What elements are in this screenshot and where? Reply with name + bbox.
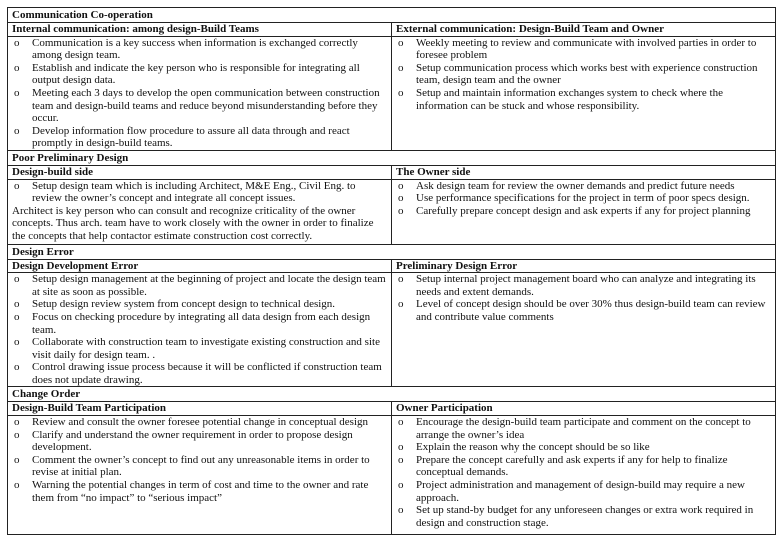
right-heading: External communication: Design-Build Team and Owner xyxy=(392,23,776,37)
bullet-list xyxy=(12,37,387,150)
list-item: o Focus on checking procedure by integrating all data design from each design team. xyxy=(12,311,387,336)
section-title-row xyxy=(8,244,776,259)
list-item: o Carefully prepare concept design and ask experts if any for project planning xyxy=(396,205,771,218)
list-item: o Collaborate with construction team to investigate existing construction and site visit daily for design team. . xyxy=(12,336,387,361)
list-item: o Ask design team for review the owner demands and predict future needs xyxy=(396,180,771,193)
list-item: o Clarify and understand the owner requirement in order to propose design development. xyxy=(12,429,387,454)
right-content xyxy=(392,416,776,535)
section-body-row xyxy=(8,416,776,535)
left-heading: Design-Build Team Participation xyxy=(8,402,392,416)
list-item: o Warning the potential changes in term of cost and time to the owner and rate them from “no impact” to “serious impact” xyxy=(12,479,387,504)
section-body-row xyxy=(8,273,776,387)
bullet-list xyxy=(396,180,771,218)
bullet-list xyxy=(396,273,771,323)
section-title: Design Error xyxy=(8,244,776,259)
list-item: o Set up stand-by budget for any unforeseen changes or extra work required in design and construction stage. xyxy=(396,504,771,529)
list-item: o Setup design team which is including Architect, M&E Eng., Civil Eng. to review the owner’s concept and integrate all concept issues. xyxy=(12,180,387,205)
right-content xyxy=(392,179,776,244)
section-title: Change Order xyxy=(8,387,776,402)
left-content xyxy=(8,179,392,244)
section-title-row xyxy=(8,150,776,165)
bullet-list xyxy=(12,416,387,504)
list-item: o Establish and indicate the key person who is responsible for integrating all output design data. xyxy=(12,62,387,87)
list-item: o Control drawing issue process because it will be conflicted if construction team does not update drawing. xyxy=(12,361,387,386)
right-heading: The Owner side xyxy=(392,165,776,179)
list-item: o Encourage the design-build team participate and comment on the concept to arrange the owner’s idea xyxy=(396,416,771,441)
list-item: o Comment the owner’s concept to find out any unreasonable items in order to revise at initial plan. xyxy=(12,454,387,479)
section-body-row xyxy=(8,36,776,150)
list-item: o Prepare the concept carefully and ask experts if any for help to finalize conceptual demands. xyxy=(396,454,771,479)
list-item: o Setup internal project management board who can analyze and integrating its needs and extent demands. xyxy=(396,273,771,298)
bullet-list xyxy=(396,37,771,113)
list-item: o Communication is a key success when information is exchanged correctly among design team. xyxy=(12,37,387,62)
right-content xyxy=(392,273,776,387)
section-subheader-row xyxy=(8,402,776,416)
section-title: Communication Co-operation xyxy=(8,8,776,23)
left-content xyxy=(8,36,392,150)
list-item: o Develop information flow procedure to assure all data through and react promptly in design-build teams. xyxy=(12,125,387,150)
section-body-row xyxy=(8,179,776,244)
section-title-row xyxy=(8,8,776,23)
paragraph: Architect is key person who can consult and recognize criticality of the owner concepts. Thus arch. team have to work closely with the owner in order to finalize the concepts that help contactor estimate construction cost correctly. xyxy=(12,204,374,242)
risk-mitigation-table xyxy=(7,7,776,535)
section-title: Poor Preliminary Design xyxy=(8,150,776,165)
right-heading: Preliminary Design Error xyxy=(392,259,776,273)
section-subheader-row xyxy=(8,259,776,273)
list-item: o Project administration and management of design-build may require a new approach. xyxy=(396,479,771,504)
list-item: o Explain the reason why the concept should be so like xyxy=(396,441,771,454)
bullet-list xyxy=(12,273,387,386)
left-content xyxy=(8,273,392,387)
list-item: o Setup and maintain information exchanges system to check where the information can be stuck and whose responsibility. xyxy=(396,87,771,112)
left-heading: Internal communication: among design-Build Teams xyxy=(8,23,392,37)
left-heading: Design-build side xyxy=(8,165,392,179)
list-item: o Meeting each 3 days to develop the open communication between construction team and design-build teams and reduce beyond misunderstanding before they occur. xyxy=(12,87,387,125)
list-item: o Setup design review system from concept design to technical design. xyxy=(12,298,387,311)
bullet-list xyxy=(12,180,387,205)
section-subheader-row xyxy=(8,165,776,179)
right-content xyxy=(392,36,776,150)
left-content xyxy=(8,416,392,535)
list-item: o Setup communication process which works best with experience construction team, design team and the owner xyxy=(396,62,771,87)
list-item: o Level of concept design should be over 30% thus design-build team can review and contribute value comments xyxy=(396,298,771,323)
list-item: o Review and consult the owner foresee potential change in conceptual design xyxy=(12,416,387,429)
section-title-row xyxy=(8,387,776,402)
list-item: o Use performance specifications for the project in term of poor specs design. xyxy=(396,192,771,205)
section-subheader-row xyxy=(8,23,776,37)
left-heading: Design Development Error xyxy=(8,259,392,273)
bullet-list xyxy=(396,416,771,529)
list-item: o Setup design management at the beginning of project and locate the design team at site as soon as possible. xyxy=(12,273,387,298)
right-heading: Owner Participation xyxy=(392,402,776,416)
list-item: o Weekly meeting to review and communicate with involved parties in order to foresee problem xyxy=(396,37,771,62)
